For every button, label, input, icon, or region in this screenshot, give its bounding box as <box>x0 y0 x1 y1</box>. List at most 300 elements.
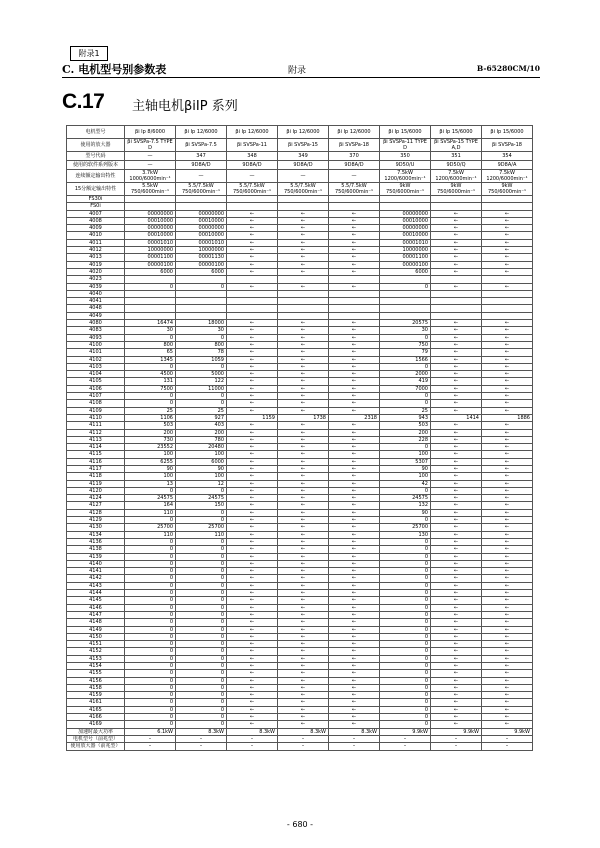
table-cell: 0 <box>176 604 227 611</box>
table-cell: ← <box>278 334 329 341</box>
table-cell: ← <box>482 261 533 268</box>
table-cell: 90 <box>380 509 431 516</box>
table-cell: 354 <box>482 152 533 161</box>
table-cell: ← <box>431 473 482 480</box>
row-label: 4165 <box>67 706 125 713</box>
table-cell: ← <box>278 283 329 290</box>
table-cell: 0 <box>176 363 227 370</box>
table-cell: 0 <box>176 706 227 713</box>
table-row <box>67 706 533 713</box>
table-cell: ← <box>431 575 482 582</box>
table-cell: ← <box>482 341 533 348</box>
table-row <box>67 553 533 560</box>
table-cell <box>380 203 431 210</box>
table-cell: 0 <box>380 575 431 582</box>
row-label: 4155 <box>67 670 125 677</box>
table-cell: ← <box>227 655 278 662</box>
table-cell: 25 <box>380 407 431 414</box>
table-cell: ← <box>431 393 482 400</box>
table-cell: ← <box>482 502 533 509</box>
table-cell <box>227 290 278 297</box>
table-row <box>67 203 533 210</box>
table-cell: 0 <box>380 641 431 648</box>
table-cell: 0 <box>125 597 176 604</box>
table-cell: 42 <box>380 480 431 487</box>
table-cell: ← <box>227 378 278 385</box>
table-row <box>67 444 533 451</box>
table-cell: ← <box>482 247 533 254</box>
row-label: 4118 <box>67 473 125 480</box>
table-cell: 0 <box>176 553 227 560</box>
table-cell <box>380 298 431 305</box>
table-cell: ← <box>278 495 329 502</box>
table-cell <box>278 298 329 305</box>
table-cell: 30 <box>176 327 227 334</box>
row-label: 4144 <box>67 590 125 597</box>
row-label: 4139 <box>67 553 125 560</box>
table-cell: 0 <box>380 684 431 691</box>
header-row <box>67 161 533 170</box>
table-cell: 20480 <box>176 444 227 451</box>
table-cell: ← <box>329 524 380 531</box>
table-row <box>67 385 533 392</box>
table-cell <box>176 203 227 210</box>
table-cell: 0 <box>380 721 431 728</box>
table-cell: 00000100 <box>176 261 227 268</box>
table-cell: ← <box>482 648 533 655</box>
row-label: 4080 <box>67 320 125 327</box>
table-cell: ← <box>482 473 533 480</box>
table-row <box>67 247 533 254</box>
table-cell: ← <box>227 538 278 545</box>
table-cell: ← <box>227 451 278 458</box>
table-cell: 9.9kW <box>482 728 533 735</box>
table-row <box>67 743 533 750</box>
table-cell: 0 <box>176 334 227 341</box>
table-cell: ← <box>227 663 278 670</box>
table-cell: 0 <box>176 546 227 553</box>
table-cell: 7.5kW 1200/6000min⁻¹ <box>431 170 482 183</box>
table-cell: ← <box>431 604 482 611</box>
table-cell: ← <box>431 590 482 597</box>
table-cell: 00010000 <box>380 217 431 224</box>
table-cell: 0 <box>380 487 431 494</box>
table-cell: – <box>176 743 227 750</box>
document-code: B-65280CM/10 <box>476 64 540 73</box>
table-cell: βi Ip 15/6000 <box>482 126 533 139</box>
table-cell: 0 <box>125 714 176 721</box>
table-cell: 0 <box>125 604 176 611</box>
table-cell: ← <box>431 232 482 239</box>
table-cell: 78 <box>176 349 227 356</box>
table-cell: ← <box>431 626 482 633</box>
row-label: 4153 <box>67 655 125 662</box>
header-row <box>67 170 533 183</box>
table-cell: ← <box>227 575 278 582</box>
table-cell: ← <box>329 378 380 385</box>
table-cell: 24575 <box>380 495 431 502</box>
table-cell: 9.9kW <box>380 728 431 735</box>
table-cell: ← <box>278 641 329 648</box>
table-cell: ← <box>431 538 482 545</box>
table-cell: ← <box>431 341 482 348</box>
table-cell: ← <box>329 619 380 626</box>
row-label: 4102 <box>67 356 125 363</box>
table-cell: ← <box>482 538 533 545</box>
table-cell: 0 <box>380 597 431 604</box>
table-cell: 730 <box>125 436 176 443</box>
table-cell: 8.3kW <box>278 728 329 735</box>
table-cell: ← <box>329 531 380 538</box>
table-cell: ← <box>278 677 329 684</box>
table-cell: 0 <box>125 699 176 706</box>
row-label: 4104 <box>67 371 125 378</box>
table-cell: ← <box>431 699 482 706</box>
table-row <box>67 692 533 699</box>
row-label: 4116 <box>67 458 125 465</box>
table-cell: ← <box>431 429 482 436</box>
table-cell: ← <box>278 261 329 268</box>
row-label: 4048 <box>67 305 125 312</box>
table-cell: ← <box>431 619 482 626</box>
table-row <box>67 509 533 516</box>
table-row <box>67 393 533 400</box>
table-row <box>67 502 533 509</box>
table-cell: – <box>125 735 176 742</box>
table-cell: 0 <box>125 611 176 618</box>
table-row <box>67 436 533 443</box>
table-cell: ← <box>482 210 533 217</box>
table-cell: ← <box>482 268 533 275</box>
table-cell: ← <box>431 349 482 356</box>
row-label: 4041 <box>67 298 125 305</box>
table-cell <box>227 312 278 319</box>
table-cell: ← <box>227 721 278 728</box>
table-cell: ← <box>278 458 329 465</box>
table-cell: 0 <box>176 582 227 589</box>
table-cell: 9kW 750/6000min⁻¹ <box>431 183 482 196</box>
row-label: 电机型号（前兆型） <box>67 735 125 742</box>
table-cell: 100 <box>176 451 227 458</box>
running-header <box>62 61 540 78</box>
table-cell: 0 <box>125 546 176 553</box>
table-row <box>67 341 533 348</box>
table-cell: ← <box>431 254 482 261</box>
table-row <box>67 225 533 232</box>
table-cell: 0 <box>125 663 176 670</box>
table-cell: ← <box>227 480 278 487</box>
table-cell: ← <box>227 429 278 436</box>
table-cell: 100 <box>125 473 176 480</box>
table-cell: ← <box>278 422 329 429</box>
table-cell: 0 <box>380 582 431 589</box>
row-label: 4128 <box>67 509 125 516</box>
table-cell: ← <box>329 283 380 290</box>
table-cell: 00001010 <box>380 239 431 246</box>
table-cell: ← <box>482 517 533 524</box>
table-cell: ← <box>329 699 380 706</box>
table-cell: ← <box>482 670 533 677</box>
row-label: 4012 <box>67 247 125 254</box>
table-cell: 00001010 <box>176 239 227 246</box>
table-cell: βi Ip 15/6000 <box>380 126 431 139</box>
table-cell: 16474 <box>125 320 176 327</box>
table-cell <box>482 290 533 297</box>
table-cell <box>329 298 380 305</box>
table-cell: ← <box>227 495 278 502</box>
row-label: 4138 <box>67 546 125 553</box>
table-cell: ← <box>431 677 482 684</box>
table-cell: 0 <box>125 721 176 728</box>
header-row <box>67 183 533 196</box>
table-cell: 0 <box>176 663 227 670</box>
row-label: 4146 <box>67 604 125 611</box>
table-cell: 2318 <box>329 414 380 421</box>
table-row <box>67 268 533 275</box>
row-label: 4147 <box>67 611 125 618</box>
table-cell: ← <box>278 465 329 472</box>
table-cell: 0 <box>380 560 431 567</box>
table-cell: – <box>278 743 329 750</box>
table-cell: 228 <box>380 436 431 443</box>
table-cell: 0 <box>380 706 431 713</box>
table-cell: ← <box>227 349 278 356</box>
table-cell: ← <box>431 210 482 217</box>
table-cell: 0 <box>125 582 176 589</box>
table-cell: ← <box>278 611 329 618</box>
table-cell: ← <box>431 407 482 414</box>
table-cell: 0 <box>380 590 431 597</box>
table-row <box>67 670 533 677</box>
table-cell: 0 <box>380 663 431 670</box>
row-label: 4150 <box>67 633 125 640</box>
table-cell: ← <box>431 378 482 385</box>
table-cell: 12 <box>176 480 227 487</box>
table-cell: 9D50/Q <box>431 161 482 170</box>
table-cell: ← <box>227 268 278 275</box>
table-cell: ← <box>278 473 329 480</box>
table-cell: ← <box>329 458 380 465</box>
table-cell: 5000 <box>176 371 227 378</box>
table-cell: 0 <box>125 553 176 560</box>
table-cell <box>329 203 380 210</box>
table-cell: ← <box>278 721 329 728</box>
table-cell: ← <box>329 239 380 246</box>
table-cell: ← <box>329 422 380 429</box>
table-cell: 927 <box>176 414 227 421</box>
table-cell: 9D8A/A <box>482 161 533 170</box>
row-label: 4169 <box>67 721 125 728</box>
table-cell: ← <box>227 641 278 648</box>
table-cell: ← <box>227 458 278 465</box>
table-cell: ← <box>278 356 329 363</box>
row-label: 使用的放大器 <box>67 139 125 152</box>
table-cell: ← <box>482 239 533 246</box>
table-cell: 110 <box>176 531 227 538</box>
table-row <box>67 728 533 735</box>
row-label: 4039 <box>67 283 125 290</box>
table-cell: ← <box>431 451 482 458</box>
table-cell: ← <box>278 444 329 451</box>
table-cell: ← <box>227 487 278 494</box>
table-row <box>67 422 533 429</box>
table-cell: ← <box>482 371 533 378</box>
table-row <box>67 217 533 224</box>
table-cell <box>482 312 533 319</box>
table-cell: ← <box>482 385 533 392</box>
row-label: 4013 <box>67 254 125 261</box>
table-cell: ← <box>227 597 278 604</box>
table-cell: ← <box>329 677 380 684</box>
row-label: 4166 <box>67 714 125 721</box>
table-cell: ← <box>431 320 482 327</box>
table-cell: ← <box>431 611 482 618</box>
table-cell: – <box>482 743 533 750</box>
table-cell: ← <box>227 247 278 254</box>
row-label: 4136 <box>67 538 125 545</box>
row-label: 4010 <box>67 232 125 239</box>
table-cell: 0 <box>176 560 227 567</box>
table-cell: 13 <box>125 480 176 487</box>
table-cell: ← <box>431 633 482 640</box>
table-row <box>67 451 533 458</box>
table-row <box>67 597 533 604</box>
table-cell: 0 <box>125 560 176 567</box>
table-cell: ← <box>431 487 482 494</box>
table-cell: 7000 <box>380 385 431 392</box>
table-cell: 00001100 <box>380 254 431 261</box>
table-cell: ← <box>278 648 329 655</box>
table-row <box>67 298 533 305</box>
table-cell: βi SVSPa-11 TYPE D <box>380 139 431 152</box>
row-label: 电机型号 <box>67 126 125 139</box>
table-cell: ← <box>431 546 482 553</box>
table-cell: ← <box>278 349 329 356</box>
table-cell: ← <box>278 560 329 567</box>
table-cell: ← <box>329 655 380 662</box>
table-cell: ← <box>278 451 329 458</box>
table-cell: ← <box>482 641 533 648</box>
table-row <box>67 232 533 239</box>
table-cell: ← <box>482 400 533 407</box>
table-cell: ← <box>482 626 533 633</box>
table-row <box>67 495 533 502</box>
header-row <box>67 126 533 139</box>
table-cell: 9D50/U <box>380 161 431 170</box>
table-row <box>67 363 533 370</box>
table-cell: 0 <box>125 538 176 545</box>
row-label: 4040 <box>67 290 125 297</box>
table-cell: ← <box>482 633 533 640</box>
row-label: 4149 <box>67 626 125 633</box>
table-cell: ← <box>278 714 329 721</box>
table-cell: ← <box>227 706 278 713</box>
table-cell: ← <box>431 217 482 224</box>
table-cell: ← <box>482 480 533 487</box>
chapter-title: C. 电机型号别参数表 <box>62 63 167 76</box>
table-cell: ← <box>278 604 329 611</box>
table-cell: ← <box>482 611 533 618</box>
table-cell <box>431 276 482 283</box>
table-cell: ← <box>482 524 533 531</box>
table-cell: 0 <box>176 699 227 706</box>
table-cell: 24575 <box>176 495 227 502</box>
row-label: 4009 <box>67 225 125 232</box>
table-cell: 00010000 <box>125 217 176 224</box>
table-cell <box>431 298 482 305</box>
table-cell: 350 <box>380 152 431 161</box>
table-cell: ← <box>329 692 380 699</box>
table-cell: 0 <box>125 575 176 582</box>
table-row <box>67 480 533 487</box>
row-label: 4113 <box>67 436 125 443</box>
table-cell: ← <box>329 363 380 370</box>
table-cell: ← <box>278 706 329 713</box>
table-cell: 6.1kW <box>125 728 176 735</box>
table-cell: 200 <box>380 429 431 436</box>
table-cell: 349 <box>278 152 329 161</box>
table-cell: ← <box>227 356 278 363</box>
table-cell: ← <box>482 590 533 597</box>
row-label: 4152 <box>67 648 125 655</box>
table-cell: ← <box>482 582 533 589</box>
table-row <box>67 633 533 640</box>
table-cell: ← <box>482 422 533 429</box>
table-cell: ← <box>482 356 533 363</box>
table-cell: ← <box>227 225 278 232</box>
row-label: 4103 <box>67 363 125 370</box>
table-cell: 0 <box>125 633 176 640</box>
table-cell: 1106 <box>125 414 176 421</box>
table-cell: ← <box>329 436 380 443</box>
table-cell: ← <box>278 517 329 524</box>
table-cell: 351 <box>431 152 482 161</box>
table-cell: 0 <box>380 677 431 684</box>
table-cell: ← <box>329 714 380 721</box>
table-cell: ← <box>227 261 278 268</box>
table-cell: 1738 <box>278 414 329 421</box>
table-cell <box>380 276 431 283</box>
row-label: 4141 <box>67 568 125 575</box>
table-cell: ← <box>482 232 533 239</box>
row-label: 4107 <box>67 393 125 400</box>
table-cell: 503 <box>380 422 431 429</box>
table-row <box>67 611 533 618</box>
table-cell: 00000000 <box>380 225 431 232</box>
table-cell: 110 <box>125 509 176 516</box>
table-cell: ← <box>278 655 329 662</box>
table-cell: 0 <box>380 393 431 400</box>
table-cell: ← <box>227 633 278 640</box>
table-cell: ← <box>227 232 278 239</box>
table-cell: ← <box>482 509 533 516</box>
table-cell: 00000000 <box>176 210 227 217</box>
table-cell: ← <box>278 210 329 217</box>
table-cell: 90 <box>176 465 227 472</box>
table-cell: ← <box>278 385 329 392</box>
table-cell: 0 <box>176 721 227 728</box>
table-cell: — <box>278 170 329 183</box>
table-cell: 0 <box>125 648 176 655</box>
table-cell: 100 <box>125 451 176 458</box>
table-cell: ← <box>278 217 329 224</box>
table-cell: 8.3kW <box>227 728 278 735</box>
table-cell: 131 <box>125 378 176 385</box>
table-row <box>67 487 533 494</box>
table-cell: ← <box>227 692 278 699</box>
table-cell: ← <box>227 217 278 224</box>
table-cell: ← <box>431 458 482 465</box>
